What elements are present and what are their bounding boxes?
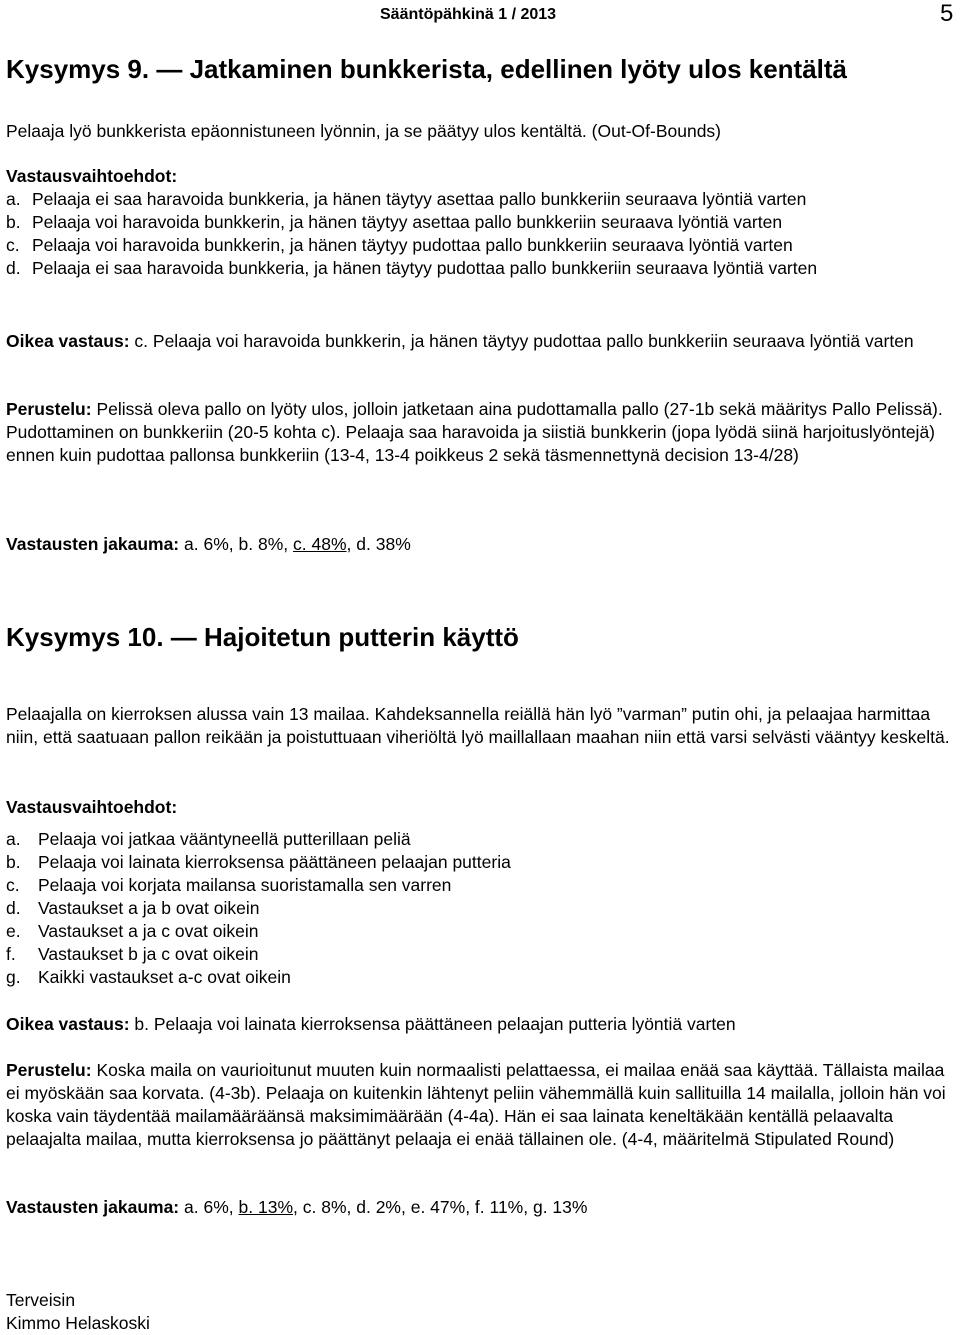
option-text: Pelaaja voi lainata kierroksensa päättäneen pelaajan putteria	[38, 852, 511, 872]
q10-reasoning-label: Perustelu:	[6, 1060, 92, 1080]
q10-distribution-label: Vastausten jakauma:	[6, 1197, 180, 1217]
running-header: Sääntöpähkinä 1 / 2013	[380, 6, 557, 23]
q10-intro: Pelaajalla on kierroksen alussa vain 13 mailaa. Kahdeksannella reiällä hän lyö ”varman” putin ohi, ja pelaajaa harmittaa niin, että saatuaan pallon reikään ja poistuttuaan viheriöltä lyö maillallaan maahan niin että varsi selvästi vääntyy keskeltä.	[6, 704, 950, 747]
q9-dist-d: d. 38%	[356, 534, 411, 554]
option-text: Vastaukset b ja c ovat oikein	[38, 944, 259, 964]
option-text: Pelaaja voi haravoida bunkkerin, ja hänen täytyy asettaa pallo bunkkeriin seuraava lyöntiä varten	[32, 212, 783, 232]
q10-options-label-text: Vastausvaihtoehdot:	[6, 797, 178, 817]
q10-answer-text: b. Pelaaja voi lainata kierroksensa päättäneen pelaajan putteria lyöntiä varten	[134, 1014, 736, 1034]
option-marker: a.	[6, 829, 21, 849]
q10-heading-title: Hajoitetun putterin käyttö	[204, 622, 519, 652]
option-marker: a.	[6, 189, 21, 209]
q10-option	[6, 943, 950, 966]
option-marker: c.	[6, 875, 20, 895]
q10-option	[6, 920, 950, 943]
q9-answer-label: Oikea vastaus:	[6, 331, 130, 351]
option-text: Pelaaja voi jatkaa vääntyneellä putterillaan peliä	[38, 829, 411, 849]
q10-heading-number: Kysymys 10.	[6, 622, 164, 652]
q10-distribution	[6, 1196, 950, 1219]
q9-answer-text: c. Pelaaja voi haravoida bunkkerin, ja hänen täytyy pudottaa pallo bunkkeriin seuraava lyöntiä varten	[134, 331, 914, 351]
q9-option	[6, 211, 950, 234]
q9-intro: Pelaaja lyö bunkkerista epäonnistuneen lyönnin, ja se päätyy ulos kentältä. (Out-Of-Bounds)	[6, 121, 722, 141]
q10-heading-dash: —	[170, 622, 197, 652]
q10-dist-rest: c. 8%, d. 2%, e. 47%, f. 11%, g. 13%	[302, 1197, 588, 1217]
q10-answer-label: Oikea vastaus:	[6, 1014, 130, 1034]
q9-option	[6, 257, 950, 280]
q10-answer	[6, 1013, 950, 1036]
q9-heading-title: Jatkaminen bunkkerista, edellinen lyöty ulos kentältä	[189, 54, 848, 84]
option-marker: b.	[6, 212, 21, 232]
q9-option	[6, 188, 950, 211]
q10-heading	[6, 622, 519, 653]
q10-reasoning-text: Koska maila on vaurioitunut muuten kuin normaalisti pelattaessa, ei mailaa enää saa käyttää. Tällaista mailaa ei myöskään saa korvata. (4-3b). Pelaaja on kuitenkin lähtenyt peliin vähemmällä kuin sallituilla 14 mailalla, jolloin hän voi koska vain täydentää mailamääräänsä maksimimäärään (4-4a). Hän ei saa lainata keneltäkään kentällä pelaavalta pelaajalta mailaa, mutta kierroksensa jo päättänyt pelaaja ei enää tällainen ole. (4-4, määritelmä Stipulated Round)	[6, 1060, 946, 1149]
q10-option	[6, 851, 950, 874]
q10-option	[6, 897, 950, 920]
option-text: Vastaukset a ja b ovat oikein	[38, 898, 260, 918]
option-text: Pelaaja voi korjata mailansa suoristamalla sen varren	[38, 875, 452, 895]
q9-answer	[6, 330, 950, 353]
q9-heading-dash: —	[156, 54, 183, 84]
option-marker: f.	[6, 944, 16, 964]
q10-options-list	[6, 828, 950, 989]
option-marker: e.	[6, 921, 21, 941]
q9-dist-b: b. 8%,	[238, 534, 289, 554]
q9-options-list	[6, 188, 950, 280]
q9-dist-c-correct: c. 48%	[293, 534, 347, 554]
option-text: Kaikki vastaukset a-c ovat oikein	[38, 967, 291, 987]
option-text: Pelaaja ei saa haravoida bunkkeria, ja hänen täytyy asettaa pallo bunkkeriin seuraava lyöntiä varten	[32, 189, 807, 209]
option-marker: c.	[6, 235, 20, 255]
option-text: Vastaukset a ja c ovat oikein	[38, 921, 259, 941]
q9-options-label	[6, 165, 950, 188]
q9-distribution	[6, 533, 950, 556]
q9-options-label-text: Vastausvaihtoehdot:	[6, 166, 178, 186]
q10-option	[6, 828, 950, 851]
q9-heading-number: Kysymys 9.	[6, 54, 150, 84]
option-marker: g.	[6, 967, 21, 987]
option-marker: d.	[6, 898, 21, 918]
option-marker: b.	[6, 852, 21, 872]
signature-name: Kimmo Helaskoski	[6, 1313, 150, 1333]
page-number: 5	[940, 0, 954, 27]
q9-reasoning	[6, 398, 950, 467]
q10-reasoning	[6, 1059, 950, 1151]
q9-dist-sep: ,	[346, 534, 352, 554]
option-marker: d.	[6, 258, 21, 278]
q9-heading	[6, 54, 847, 85]
signature-block	[6, 1289, 150, 1335]
q9-reasoning-text: Pelissä oleva pallo on lyöty ulos, jolloin jatketaan aina pudottamalla pallo (27-1b sekä määritys Pallo Pelissä). Pudottaminen on bunkkeriin (20-5 kohta c). Pelaaja saa haravoida ja siistiä bunkkerin (jopa lyödä siinä harjoituslyöntejä) ennen kuin pudottaa pallonsa bunkkeriin (13-4, 13-4 poikkeus 2 sekä täsmennettynä decision 13-4/28)	[6, 399, 943, 465]
q10-options-label	[6, 796, 950, 819]
q10-dist-sep: ,	[293, 1197, 298, 1217]
q9-reasoning-label: Perustelu:	[6, 399, 92, 419]
q9-dist-a: a. 6%,	[184, 534, 234, 554]
q9-distribution-label: Vastausten jakauma:	[6, 534, 180, 554]
q9-option	[6, 234, 950, 257]
option-text: Pelaaja voi haravoida bunkkerin, ja hänen täytyy pudottaa pallo bunkkeriin seuraava lyöntiä varten	[32, 235, 793, 255]
q10-dist-a: a. 6%,	[184, 1197, 234, 1217]
q10-option	[6, 966, 950, 989]
q10-option	[6, 874, 950, 897]
q10-dist-b-correct: b. 13%	[238, 1197, 293, 1217]
signature-greeting: Terveisin	[6, 1290, 76, 1310]
option-text: Pelaaja ei saa haravoida bunkkeria, ja hänen täytyy pudottaa pallo bunkkeriin seuraava lyöntiä varten	[32, 258, 818, 278]
